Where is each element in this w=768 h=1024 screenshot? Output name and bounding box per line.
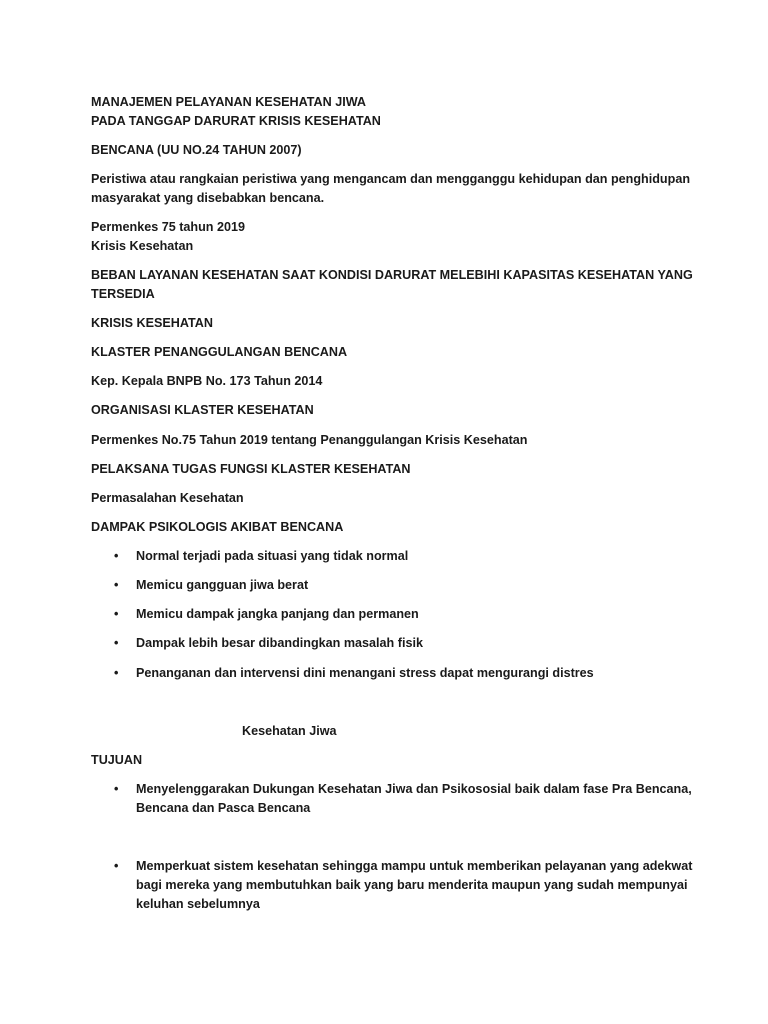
title-line-1: MANAJEMEN PELAYANAN KESEHATAN JIWA xyxy=(91,95,367,109)
tujuan-heading: TUJUAN xyxy=(91,753,143,767)
bullet-marker: • xyxy=(114,578,119,592)
list-item: Memicu dampak jangka panjang dan permanen xyxy=(136,607,419,621)
bullet-marker: • xyxy=(114,666,119,680)
bencana-definition-line-2: masyarakat yang disebabkan bencana. xyxy=(91,191,325,205)
list-item: Normal terjadi pada situasi yang tidak normal xyxy=(136,549,409,563)
list-item-line: keluhan sebelumnya xyxy=(136,897,260,911)
permasalahan-line: Permasalahan Kesehatan xyxy=(91,491,244,505)
list-item: Penanganan dan intervensi dini menangani stress dapat mengurangi distres xyxy=(136,666,594,680)
bullet-marker: • xyxy=(114,859,119,873)
list-item-line: Menyelenggarakan Dukungan Kesehatan Jiwa dan Psikososial baik dalam fase Pra Bencana, xyxy=(136,782,692,796)
list-item: Dampak lebih besar dibandingkan masalah fisik xyxy=(136,636,423,650)
list-item-line: bagi mereka yang membutuhkan baik yang baru menderita maupun yang sudah mempunyai xyxy=(136,878,688,892)
bullet-marker: • xyxy=(114,549,119,563)
permenkes-line-2: Krisis Kesehatan xyxy=(91,239,194,253)
list-item-line: Memperkuat sistem kesehatan sehingga mampu untuk memberikan pelayanan yang adekwat xyxy=(136,859,693,873)
title-line-2: PADA TANGGAP DARURAT KRISIS KESEHATAN xyxy=(91,114,381,128)
kep-kepala-line: Kep. Kepala BNPB No. 173 Tahun 2014 xyxy=(91,374,323,388)
list-item: Memicu gangguan jiwa berat xyxy=(136,578,309,592)
bullet-marker: • xyxy=(114,636,119,650)
kesehatan-jiwa-heading: Kesehatan Jiwa xyxy=(242,724,337,738)
pelaksana-heading: PELAKSANA TUGAS FUNGSI KLASTER KESEHATAN xyxy=(91,462,411,476)
dampak-heading: DAMPAK PSIKOLOGIS AKIBAT BENCANA xyxy=(91,520,344,534)
bullet-marker: • xyxy=(114,607,119,621)
bullet-marker: • xyxy=(114,782,119,796)
bencana-heading: BENCANA (UU NO.24 TAHUN 2007) xyxy=(91,143,302,157)
organisasi-heading: ORGANISASI KLASTER KESEHATAN xyxy=(91,403,314,417)
permenkes-line-1: Permenkes 75 tahun 2019 xyxy=(91,220,246,234)
bencana-definition-line-1: Peristiwa atau rangkaian peristiwa yang mengancam dan mengganggu kehidupan dan penghidupan xyxy=(91,172,691,186)
beban-line-2: TERSEDIA xyxy=(91,287,155,301)
permenkes-no75-line: Permenkes No.75 Tahun 2019 tentang Penanggulangan Krisis Kesehatan xyxy=(91,433,528,447)
beban-line-1: BEBAN LAYANAN KESEHATAN SAAT KONDISI DARURAT MELEBIHI KAPASITAS KESEHATAN YANG xyxy=(91,268,693,282)
krisis-heading: KRISIS KESEHATAN xyxy=(91,316,213,330)
klaster-heading: KLASTER PENANGGULANGAN BENCANA xyxy=(91,345,348,359)
list-item-line: Bencana dan Pasca Bencana xyxy=(136,801,311,815)
